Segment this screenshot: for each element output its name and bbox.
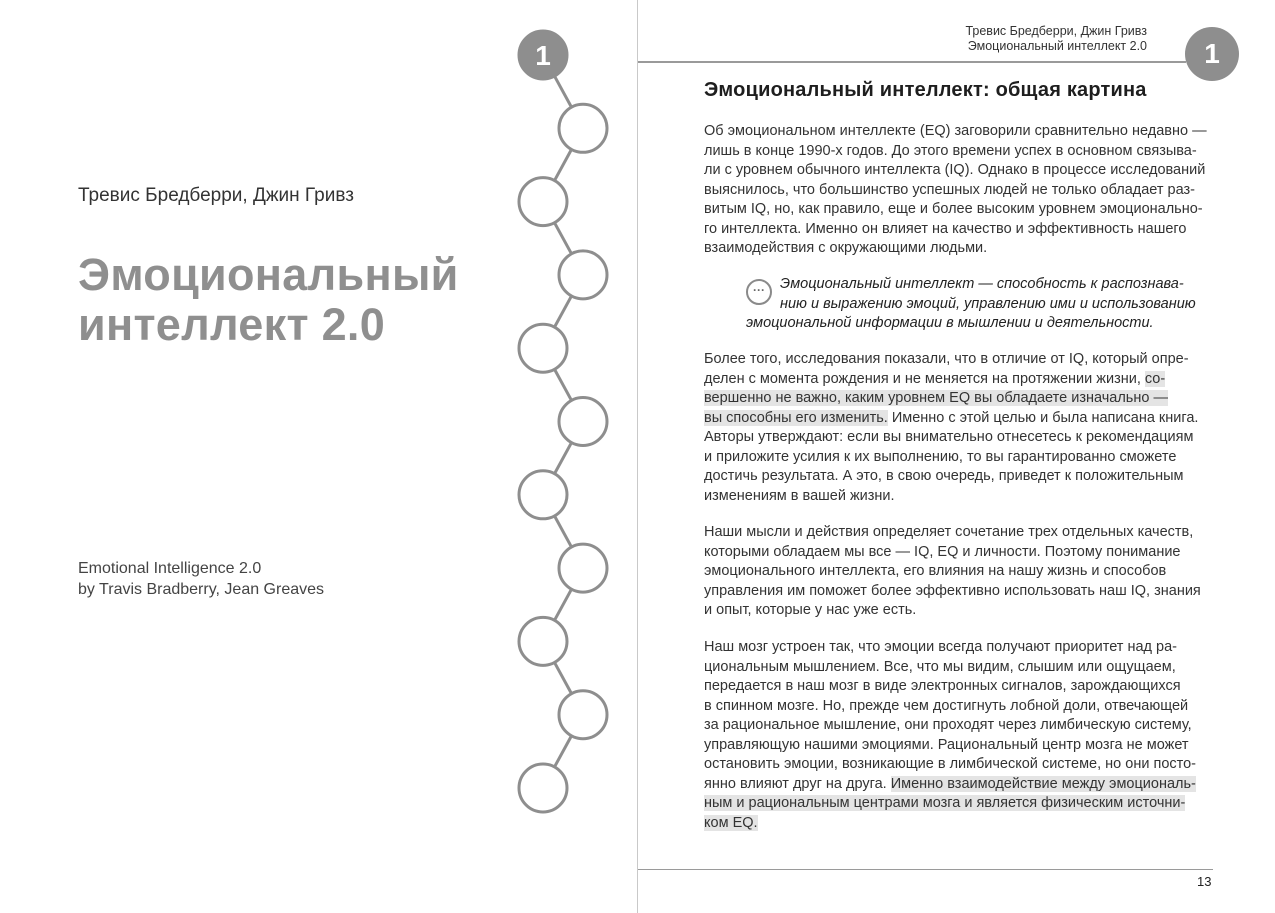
text-line: которыми обладаем мы все — IQ, EQ и личности. Поэтому понимание bbox=[704, 543, 1181, 560]
text-line: Наш мозг устроен так, что эмоции всегда получают приоритет над ра- bbox=[704, 639, 1177, 655]
text-line: циональным мышлением. Все, что мы видим, слышим или ощущаем, bbox=[704, 658, 1176, 675]
chain-connector bbox=[554, 369, 571, 400]
cover-title-line: интеллект 2.0 bbox=[78, 299, 386, 350]
text-line bbox=[704, 389, 1213, 409]
chain-connector bbox=[554, 443, 571, 474]
highlighted-text[interactable]: ным и рациональным центрами мозга и является физическим источни- bbox=[704, 795, 1186, 811]
text-line: управляющую нашими эмоциями. Рациональный центр мозга не может bbox=[704, 736, 1189, 753]
chain-node bbox=[559, 251, 607, 299]
text-line: выяснилось, что большинство успешных людей не только обладает раз- bbox=[704, 181, 1196, 198]
text-line: Авторы утверждают: если вы внимательно отнесетесь к рекомендациям bbox=[704, 429, 1194, 445]
chain-node bbox=[519, 617, 567, 665]
text-fragment: янно влияют друг на друга. bbox=[704, 775, 891, 792]
chain-node bbox=[559, 544, 607, 592]
text-line: витым IQ, но, как правило, еще и более высоким уровнем эмоционально- bbox=[704, 201, 1203, 217]
text-line: Более того, исследования показали, что в отличие от IQ, который опре- bbox=[704, 351, 1189, 367]
paragraph bbox=[704, 350, 1213, 506]
running-head-title: Эмоциональный интеллект 2.0 bbox=[967, 39, 1147, 53]
chain-node bbox=[519, 764, 567, 812]
cover-title bbox=[78, 250, 498, 350]
chain-connector bbox=[554, 223, 571, 254]
definition-line: эмоциональной информации в мышлении и деятельности. bbox=[746, 315, 1154, 331]
chain-connector bbox=[554, 736, 571, 767]
highlighted-text[interactable]: Именно взаимодействие между эмоциональ- bbox=[890, 775, 1196, 792]
text-fragment: Именно с этой целью и была написана книга. bbox=[887, 409, 1199, 426]
highlighted-text[interactable]: вершенно не важно, каким уровнем EQ вы обладаете изначально — bbox=[704, 390, 1168, 406]
text-line: го интеллекта. Именно он влияет на качество и эффективность нашего bbox=[704, 220, 1187, 237]
text-line bbox=[704, 409, 1213, 429]
text-line: за рациональное мышление, они проходят через лимбическую систему, bbox=[704, 717, 1192, 733]
original-title: Emotional Intelligence 2.0 bbox=[78, 560, 262, 577]
chain-connector bbox=[554, 516, 571, 547]
text-line: эмоционального интеллекта, его влияния на нашу жизнь и способов bbox=[704, 563, 1167, 579]
chain-node bbox=[519, 324, 567, 372]
chain-node bbox=[519, 471, 567, 519]
chapter-number-badge: 1 bbox=[1185, 27, 1239, 81]
text-line: Наши мысли и действия определяет сочетание трех отдельных качеств, bbox=[704, 524, 1194, 540]
header-rule bbox=[638, 61, 1186, 63]
text-line: передается в наш мозг в виде электронных сигналов, зарождающихся bbox=[704, 678, 1181, 694]
chain-node bbox=[559, 104, 607, 152]
right-page bbox=[638, 0, 1275, 913]
text-line: достичь результата. А это, в свою очередь, приведет к положительным bbox=[704, 468, 1184, 484]
running-head bbox=[965, 24, 1147, 54]
left-page bbox=[0, 0, 637, 913]
page-number: 13 bbox=[1197, 874, 1212, 889]
chain-connector bbox=[554, 76, 571, 107]
chapter-chain-illustration bbox=[0, 0, 637, 913]
definition-line: Эмоциональный интеллект — способность к распознава- bbox=[780, 276, 1184, 292]
text-line bbox=[704, 775, 1213, 795]
paragraph bbox=[704, 638, 1213, 833]
chain-badge-number: 1 bbox=[535, 40, 551, 71]
text-line bbox=[704, 794, 1213, 814]
original-edition-credit bbox=[78, 558, 324, 600]
text-line: остановить эмоции, возникающие в лимбической системе, но они посто- bbox=[704, 756, 1197, 772]
chain-node bbox=[519, 178, 567, 226]
text-line: ли с уровнем обычного интеллекта (IQ). Однако в процессе исследований bbox=[704, 162, 1206, 178]
text-line: и приложите усилия к их выполнению, то вы гарантированно сможете bbox=[704, 448, 1177, 465]
text-fragment: делен с момента рождения и не меняется на протяжении жизни, bbox=[704, 370, 1145, 387]
ellipsis-icon: ··· bbox=[746, 279, 772, 305]
text-line: управления им поможет более эффективно использовать наш IQ, знания bbox=[704, 582, 1201, 599]
text-line bbox=[704, 814, 1213, 834]
highlighted-text[interactable]: вы способны его изменить. bbox=[704, 409, 888, 426]
highlighted-text[interactable]: со- bbox=[1144, 370, 1166, 387]
text-line: взаимодействия с окружающими людьми. bbox=[704, 240, 988, 256]
chain-node bbox=[559, 398, 607, 446]
highlighted-text[interactable]: ком EQ. bbox=[704, 814, 758, 831]
chain-connector bbox=[554, 662, 571, 693]
text-line: изменениям в вашей жизни. bbox=[704, 487, 895, 504]
cover-title-line: Эмоциональный bbox=[78, 249, 459, 300]
text-line bbox=[704, 370, 1213, 390]
definition-callout bbox=[746, 275, 1213, 334]
original-authors: by Travis Bradberry, Jean Greaves bbox=[78, 581, 325, 598]
text-line: Об эмоциональном интеллекте (EQ) заговорили сравнительно недавно — bbox=[704, 123, 1207, 139]
paragraph bbox=[704, 122, 1213, 259]
chain-connector bbox=[554, 149, 571, 180]
section-heading: Эмоциональный интеллект: общая картина bbox=[704, 79, 1147, 101]
cover-authors: Тревис Бредберри, Джин Гривз bbox=[78, 185, 354, 206]
footer-rule bbox=[638, 869, 1213, 870]
paragraph bbox=[704, 523, 1213, 621]
chain-node bbox=[559, 691, 607, 739]
definition-line: нию и выражению эмоций, управлению ими и использованию bbox=[780, 295, 1196, 312]
text-line: в спинном мозге. Но, прежде чем достигнуть лобной доли, отвечающей bbox=[704, 697, 1189, 714]
chain-connector bbox=[554, 589, 571, 620]
chain-connector bbox=[554, 296, 571, 327]
running-head-authors: Тревис Бредберри, Джин Гривз bbox=[965, 24, 1147, 38]
text-line: лишь в конце 1990-х годов. До этого времени успех в основном связыва- bbox=[704, 142, 1197, 159]
text-line: и опыт, которые у нас уже есть. bbox=[704, 602, 917, 618]
